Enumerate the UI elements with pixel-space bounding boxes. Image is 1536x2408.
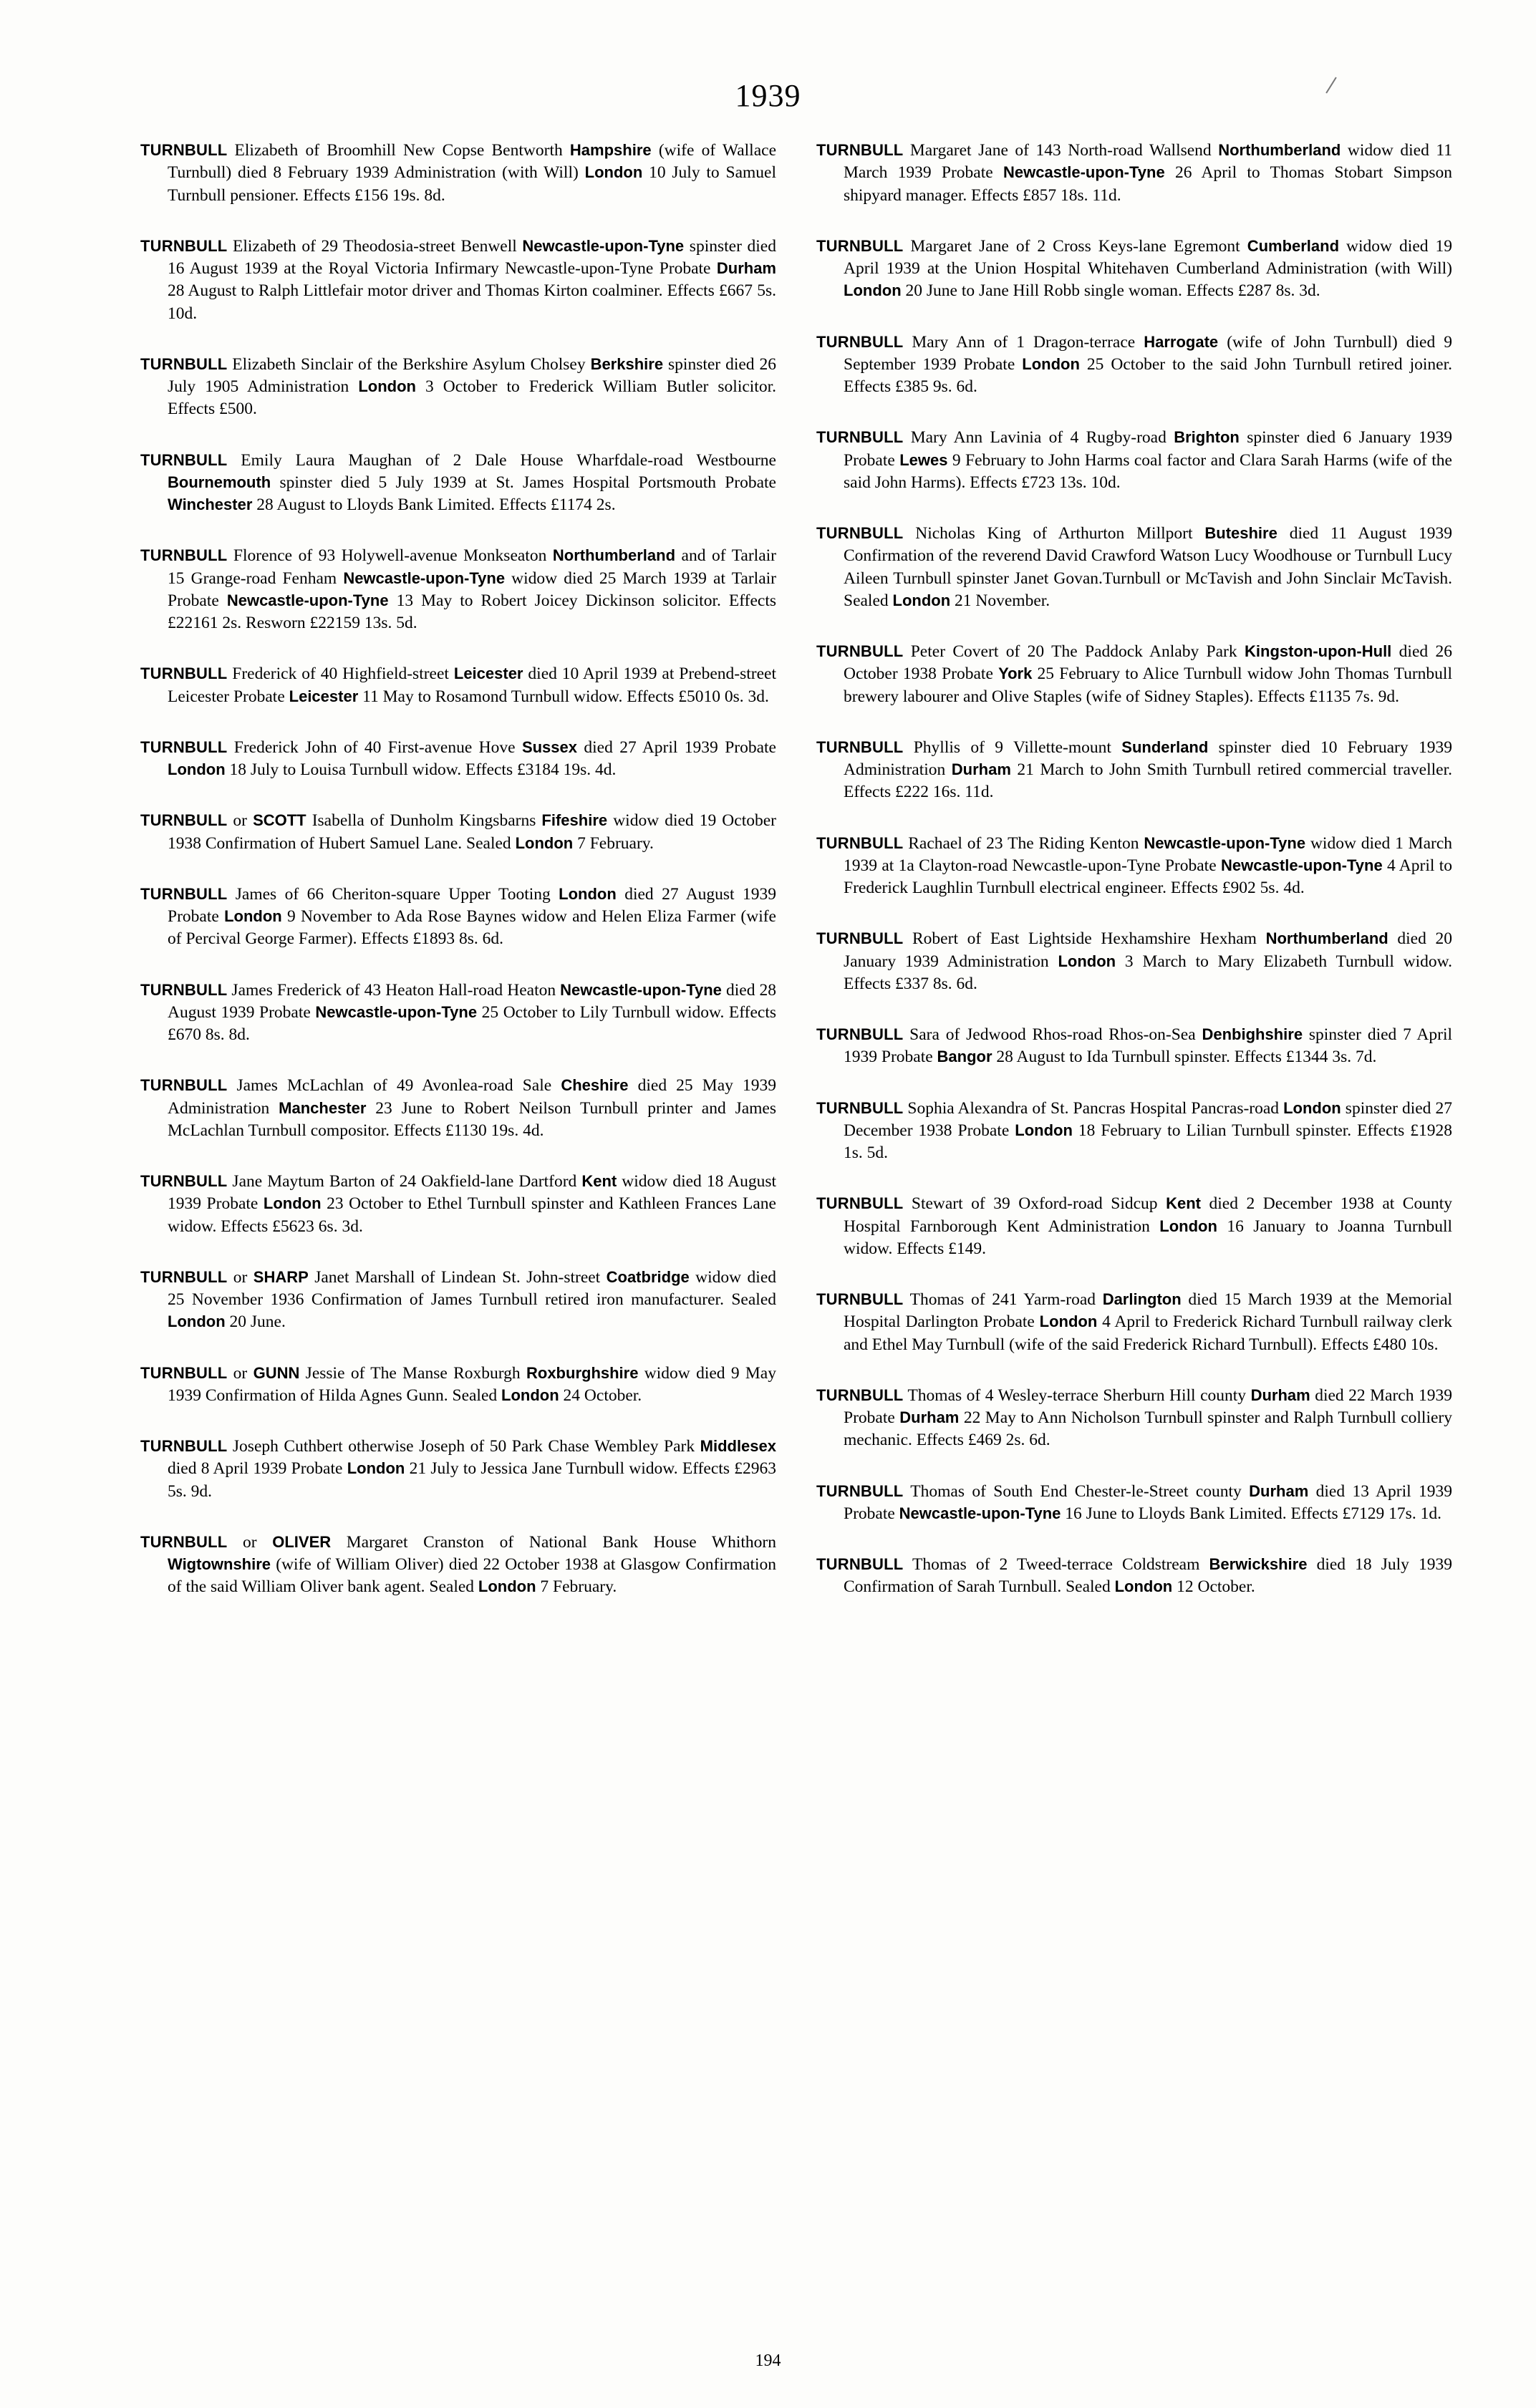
- entry-plain-text: 26 April to Thomas Stobart Simpson shipyard manager. Effects £857 18s. 11d.: [844, 163, 1452, 205]
- entry-surname: TURNBULL: [816, 332, 904, 351]
- entry-text: [816, 1024, 1452, 1069]
- probate-entry: [816, 332, 1452, 399]
- entry-emphasis: London: [501, 1386, 559, 1404]
- entry-text: [816, 1289, 1452, 1356]
- entry-plain-text: 18 February to Lilian Turnbull spinster. Effects £1928 1s. 5d.: [844, 1121, 1452, 1162]
- entry-surname: TURNBULL: [140, 1532, 228, 1551]
- entry-plain-text: widow died 19 October 1938 Confirmation of Hubert Samuel Lane. Sealed: [168, 811, 776, 853]
- entry-emphasis: Buteshire: [1204, 524, 1277, 542]
- entry-plain-text: died 18 July 1939 Confirmation of Sarah Turnbull. Sealed: [844, 1555, 1452, 1597]
- probate-entry: [140, 1267, 776, 1334]
- entry-emphasis: Wigtownshire: [168, 1555, 271, 1573]
- entry-surname: TURNBULL: [140, 1172, 228, 1190]
- probate-entry: [140, 236, 776, 325]
- entry-text: [816, 427, 1452, 494]
- probate-entry: [816, 1554, 1452, 1599]
- entry-emphasis: Hampshire: [569, 141, 652, 159]
- entry-plain-text: Rachael of 23 The Riding Kenton: [903, 833, 1144, 853]
- entry-surname: TURNBULL: [140, 1363, 228, 1382]
- entry-surname: TURNBULL: [140, 450, 228, 469]
- entry-plain-text: Janet Marshall of Lindean St. John-street: [308, 1267, 607, 1287]
- entry-surname: TURNBULL: [140, 738, 228, 756]
- probate-entry: [816, 1024, 1452, 1069]
- entry-text: [816, 1193, 1452, 1260]
- entry-plain-text: died 28 August 1939 Probate: [168, 980, 777, 1022]
- entry-emphasis: Darlington: [1102, 1290, 1182, 1308]
- entry-emphasis: London: [168, 760, 226, 778]
- entry-emphasis: Newcastle-upon-Tyne: [1144, 833, 1306, 852]
- entry-emphasis: Berkshire: [590, 354, 664, 373]
- entry-plain-text: spinster died 26 July 1905 Administration: [168, 354, 776, 396]
- probate-entry: [140, 1075, 776, 1142]
- entry-plain-text: Margaret Cranston of National Bank House Whithorn: [331, 1532, 776, 1552]
- entry-plain-text: and of Tarlair 15 Grange-road Fenham: [168, 546, 776, 588]
- entry-plain-text: died 2 December 1938 at County Hospital Farnborough Kent Administration: [844, 1194, 1452, 1236]
- entry-plain-text: 12 October.: [1172, 1577, 1255, 1597]
- entry-text: [140, 1075, 776, 1142]
- entry-text: [140, 354, 776, 421]
- entry-emphasis: London: [1015, 1121, 1073, 1139]
- entry-surname: TURNBULL: [140, 664, 228, 683]
- entry-emphasis: Lewes: [899, 450, 948, 469]
- entry-text: [816, 641, 1452, 708]
- entry-text: [816, 928, 1452, 995]
- entry-text: [140, 980, 776, 1047]
- probate-entry: [140, 450, 776, 517]
- probate-entry: [140, 1436, 776, 1503]
- probate-entry: [816, 1289, 1452, 1356]
- entry-plain-text: Margaret Jane of 2 Cross Keys-lane Egremont: [903, 236, 1247, 256]
- entry-emphasis: Durham: [951, 760, 1011, 778]
- entry-plain-text: died 8 April 1939 Probate: [168, 1459, 347, 1479]
- probate-entry: [816, 1385, 1452, 1452]
- entry-plain-text: 28 August to Lloyds Bank Limited. Effects £1174 2s.: [252, 495, 616, 514]
- entry-plain-text: 4 April to Frederick Laughlin Turnbull electrical engineer. Effects £902 5s. 4d.: [844, 856, 1452, 897]
- entry-plain-text: Peter Covert of 20 The Paddock Anlaby Park: [903, 642, 1245, 661]
- entry-text: [140, 1363, 776, 1408]
- entry-plain-text: (wife of John Turnbull) died 9 September 1939 Probate: [844, 332, 1452, 374]
- probate-entry: [140, 354, 776, 421]
- entry-text: [816, 1098, 1452, 1165]
- entry-plain-text: 21 July to Jessica Jane Turnbull widow. Effects £2963 5s. 9d.: [168, 1459, 776, 1501]
- entry-plain-text: died 10 April 1939 at Prebend-street Leicester Probate: [168, 664, 776, 706]
- entry-emphasis: London: [358, 377, 416, 395]
- entry-plain-text: 13 May to Robert Joicey Dickinson solicitor. Effects £22161 2s. Resworn £22159 13s. 5d.: [168, 591, 776, 632]
- entry-emphasis: London: [1159, 1217, 1217, 1235]
- entry-surname: TURNBULL: [816, 833, 904, 852]
- entry-text: [140, 1436, 776, 1503]
- entry-emphasis: London: [1039, 1312, 1098, 1331]
- entry-emphasis: London: [347, 1459, 405, 1478]
- entry-emphasis: Cheshire: [561, 1076, 629, 1095]
- entry-plain-text: 25 October to the said John Turnbull retired joiner. Effects £385 9s. 6d.: [844, 354, 1452, 396]
- entry-plain-text: widow died 1 March 1939 at 1a Clayton-road Newcastle-upon-Tyne Probate: [844, 833, 1453, 875]
- probate-entry: [140, 1171, 776, 1238]
- entry-plain-text: Phyllis of 9 Villette-mount: [903, 738, 1122, 757]
- entry-text: [816, 140, 1452, 207]
- probate-entry: [816, 523, 1452, 612]
- entry-text: [140, 545, 776, 634]
- entry-surname: TURNBULL: [816, 1194, 904, 1213]
- entry-plain-text: Frederick John of 40 First-avenue Hove: [227, 738, 522, 757]
- entry-emphasis: Bournemouth: [168, 473, 271, 491]
- entry-emphasis: London: [892, 591, 951, 609]
- entry-plain-text: 3 October to Frederick William Butler solicitor. Effects £500.: [168, 377, 776, 419]
- entry-emphasis: SHARP: [253, 1267, 309, 1286]
- entry-plain-text: widow died 18 August 1939 Probate: [168, 1172, 776, 1214]
- entry-plain-text: spinster died 27 December 1938 Probate: [844, 1098, 1452, 1140]
- entry-plain-text: widow died 25 March 1939 at Tarlair Probate: [168, 569, 776, 610]
- entry-surname: TURNBULL: [140, 1437, 228, 1455]
- probate-entry: [140, 884, 776, 951]
- entry-surname: TURNBULL: [140, 546, 228, 565]
- probate-entry: [816, 1098, 1452, 1165]
- entry-emphasis: Winchester: [168, 495, 253, 513]
- entry-emphasis: Denbighshire: [1202, 1025, 1303, 1043]
- entry-plain-text: James Frederick of 43 Heaton Hall-road Heaton: [227, 980, 561, 1000]
- entry-surname: TURNBULL: [140, 1267, 228, 1286]
- entry-plain-text: 11 May to Rosamond Turnbull widow. Effects £5010 0s. 3d.: [358, 687, 769, 706]
- entry-surname: TURNBULL: [816, 1025, 904, 1043]
- entry-plain-text: Margaret Jane of 143 North-road Wallsend: [903, 141, 1219, 160]
- entry-emphasis: Roxburghshire: [526, 1363, 639, 1382]
- entry-emphasis: OLIVER: [272, 1532, 332, 1551]
- entry-text: [140, 450, 776, 517]
- entry-emphasis: Sussex: [521, 738, 577, 756]
- entry-surname: TURNBULL: [816, 524, 904, 542]
- entry-plain-text: 22 May to Ann Nicholson Turnbull spinster and Ralph Turnbull colliery mechanic. Effects £469 2s. 6d.: [844, 1408, 1452, 1450]
- entry-emphasis: Newcastle-upon-Tyne: [560, 980, 722, 999]
- entry-plain-text: Mary Ann Lavinia of 4 Rugby-road: [903, 428, 1174, 448]
- entry-text: [140, 810, 776, 855]
- entry-emphasis: Newcastle-upon-Tyne: [1003, 163, 1165, 182]
- probate-entry: [816, 1481, 1452, 1526]
- entry-emphasis: London: [559, 884, 617, 903]
- entry-plain-text: 9 February to John Harms coal factor and Clara Sarah Harms (wife of the said John Harms). Effects £723 13s. 10d.: [844, 450, 1452, 492]
- entry-emphasis: Kent: [1166, 1194, 1201, 1213]
- entry-emphasis: Kingston-upon-Hull: [1245, 642, 1392, 660]
- entry-plain-text: died 27 August 1939 Probate: [168, 884, 776, 926]
- entry-plain-text: Sophia Alexandra of St. Pancras Hospital Pancras-road: [903, 1098, 1284, 1118]
- entry-emphasis: London: [1022, 354, 1080, 373]
- entry-plain-text: Thomas of 2 Tweed-terrace Coldstream: [903, 1555, 1209, 1574]
- entry-plain-text: died 20 January 1939 Administration: [844, 929, 1452, 971]
- page-title: 1939: [735, 78, 801, 113]
- entry-plain-text: Isabella of Dunholm Kingsbarns: [306, 811, 542, 831]
- entry-text: [140, 1171, 776, 1238]
- entry-emphasis: Sunderland: [1121, 738, 1209, 756]
- entry-plain-text: Thomas of 4 Wesley-terrace Sherburn Hill county: [903, 1386, 1251, 1405]
- entry-plain-text: or: [227, 1267, 253, 1287]
- entry-plain-text: Jessie of The Manse Roxburgh: [299, 1363, 526, 1383]
- entry-emphasis: Kent: [581, 1172, 617, 1190]
- entry-plain-text: 24 October.: [559, 1386, 642, 1405]
- entry-emphasis: London: [1058, 952, 1116, 970]
- entry-emphasis: Cumberland: [1247, 236, 1340, 255]
- entry-text: [816, 833, 1452, 900]
- entry-plain-text: Joseph Cuthbert otherwise Joseph of 50 Park Chase Wembley Park: [227, 1437, 700, 1456]
- column-right: [816, 140, 1452, 1628]
- entry-plain-text: died 13 April 1939 Probate: [844, 1481, 1452, 1523]
- entry-plain-text: died 11 August 1939 Confirmation of the reverend David Crawford Watson Lucy Woodhouse or Turnbull Lucy Aileen Turnbull spinster Janet Govan.Turnbull or McTavish and John Sinclair McTavish. Sealed: [844, 524, 1452, 610]
- entry-surname: TURNBULL: [816, 1555, 904, 1573]
- entry-plain-text: died 15 March 1939 at the Memorial Hospital Darlington Probate: [844, 1290, 1452, 1332]
- entry-emphasis: Coatbridge: [606, 1267, 690, 1286]
- entry-emphasis: Newcastle-upon-Tyne: [899, 1504, 1061, 1522]
- entry-emphasis: Newcastle-upon-Tyne: [343, 569, 506, 587]
- entry-surname: TURNBULL: [816, 1290, 904, 1308]
- probate-entry: [140, 1363, 776, 1408]
- entry-emphasis: London: [515, 833, 574, 852]
- entry-plain-text: spinster died 7 April 1939 Probate: [844, 1025, 1453, 1067]
- entry-plain-text: Nicholas King of Arthurton Millport: [903, 524, 1205, 543]
- entry-plain-text: 7 February.: [536, 1577, 617, 1597]
- entry-plain-text: spinster died 6 January 1939 Probate: [844, 428, 1452, 470]
- probate-entry: [816, 1193, 1452, 1260]
- entry-text: [140, 236, 776, 325]
- entry-plain-text: spinster died 5 July 1939 at St. James Hospital Portsmouth Probate: [271, 473, 776, 492]
- entry-surname: TURNBULL: [816, 1098, 904, 1117]
- entry-plain-text: 21 November.: [950, 591, 1050, 610]
- entry-emphasis: Newcastle-upon-Tyne: [1220, 856, 1383, 874]
- entry-plain-text: Frederick of 40 Highfield-street: [227, 664, 454, 684]
- entry-emphasis: Northumberland: [1218, 141, 1341, 159]
- entry-plain-text: Stewart of 39 Oxford-road Sidcup: [903, 1194, 1167, 1214]
- entry-text: [816, 1481, 1452, 1526]
- entry-text: [816, 737, 1452, 804]
- two-column-body: [0, 114, 1536, 1628]
- entry-plain-text: 9 November to Ada Rose Baynes widow and Helen Eliza Farmer (wife of Percival George Farmer). Effects £1893 8s. 6d.: [168, 907, 776, 949]
- entry-text: [816, 236, 1452, 303]
- entry-plain-text: widow died 11 March 1939 Probate: [844, 141, 1453, 183]
- entry-plain-text: 16 January to Joanna Turnbull widow. Effects £149.: [844, 1217, 1453, 1258]
- entry-emphasis: Fifeshire: [541, 811, 608, 830]
- entry-surname: TURNBULL: [816, 428, 904, 447]
- entry-plain-text: 10 July to Samuel Turnbull pensioner. Effects £156 19s. 8d.: [168, 163, 776, 205]
- probate-entry: [816, 833, 1452, 900]
- entry-emphasis: SCOTT: [253, 811, 306, 830]
- entry-plain-text: James of 66 Cheriton-square Upper Tooting: [227, 884, 559, 904]
- entry-emphasis: York: [998, 664, 1033, 683]
- entry-plain-text: 23 June to Robert Neilson Turnbull printer and James McLachlan Turnbull compositor. Effects £1130 19s. 4d.: [168, 1098, 776, 1140]
- entry-plain-text: 20 June.: [225, 1312, 286, 1332]
- entry-plain-text: Jane Maytum Barton of 24 Oakfield-lane Dartford: [227, 1172, 582, 1191]
- entry-emphasis: Northumberland: [1265, 929, 1388, 948]
- entry-emphasis: Newcastle-upon-Tyne: [315, 1002, 478, 1021]
- entry-plain-text: Sara of Jedwood Rhos-road Rhos-on-Sea: [903, 1025, 1202, 1044]
- probate-entry: [816, 236, 1452, 303]
- entry-plain-text: died 25 May 1939 Administration: [168, 1076, 776, 1118]
- entry-emphasis: Leicester: [289, 687, 359, 705]
- entry-plain-text: Mary Ann of 1 Dragon-terrace: [903, 332, 1144, 352]
- entry-plain-text: spinster died 16 August 1939 at the Royal Victoria Infirmary Newcastle-upon-Tyne Probate: [168, 236, 776, 278]
- entry-plain-text: died 22 March 1939 Probate: [844, 1386, 1452, 1427]
- entry-text: [816, 1554, 1452, 1599]
- entry-emphasis: Durham: [1249, 1481, 1309, 1500]
- entry-surname: TURNBULL: [816, 929, 904, 948]
- entry-plain-text: spinster died 10 February 1939 Administration: [844, 738, 1452, 779]
- entry-surname: TURNBULL: [816, 738, 904, 756]
- entry-emphasis: Northumberland: [552, 546, 676, 565]
- probate-entry: [140, 737, 776, 782]
- entry-plain-text: or: [227, 1532, 273, 1552]
- probate-entry: [140, 810, 776, 855]
- entry-plain-text: Thomas of South End Chester-le-Street county: [903, 1481, 1250, 1501]
- entry-emphasis: London: [584, 163, 643, 182]
- entry-plain-text: Elizabeth of Broomhill New Copse Bentworth: [227, 141, 570, 160]
- entry-emphasis: GUNN: [253, 1363, 300, 1382]
- entry-surname: TURNBULL: [816, 642, 904, 660]
- probate-entry: [816, 737, 1452, 804]
- entry-surname: TURNBULL: [140, 141, 228, 159]
- entry-plain-text: 23 October to Ethel Turnbull spinster and Kathleen Frances Lane widow. Effects £5623 6s. 3d.: [168, 1194, 776, 1236]
- entry-emphasis: Berwickshire: [1209, 1555, 1308, 1573]
- column-left: [140, 140, 776, 1628]
- entry-emphasis: London: [478, 1577, 536, 1596]
- probate-entry: [816, 140, 1452, 207]
- entry-surname: TURNBULL: [816, 1386, 904, 1404]
- entry-plain-text: widow died 25 November 1936 Confirmation of James Turnbull retired iron manufacturer. Sealed: [168, 1267, 776, 1309]
- entry-emphasis: Brighton: [1174, 428, 1240, 447]
- entry-surname: TURNBULL: [816, 1481, 904, 1500]
- probate-entry: [816, 641, 1452, 708]
- entry-plain-text: widow died 9 May 1939 Confirmation of Hilda Agnes Gunn. Sealed: [168, 1363, 776, 1405]
- entry-plain-text: Elizabeth Sinclair of the Berkshire Asylum Cholsey: [227, 354, 591, 374]
- entry-emphasis: London: [844, 281, 902, 300]
- entry-plain-text: or: [227, 1363, 253, 1383]
- entry-plain-text: 21 March to John Smith Turnbull retired commercial traveller. Effects £222 16s. 11d.: [844, 760, 1452, 802]
- probate-entry: [140, 545, 776, 634]
- entry-text: [140, 1267, 776, 1334]
- entry-surname: TURNBULL: [140, 1076, 228, 1095]
- probate-entry: [816, 928, 1452, 995]
- entry-surname: TURNBULL: [140, 811, 228, 830]
- entry-plain-text: 18 July to Louisa Turnbull widow. Effects £3184 19s. 4d.: [225, 760, 617, 779]
- entry-emphasis: Newcastle-upon-Tyne: [226, 591, 389, 609]
- entry-emphasis: Manchester: [279, 1098, 367, 1117]
- entry-emphasis: London: [263, 1194, 322, 1213]
- entry-text: [140, 1532, 776, 1599]
- entry-emphasis: Durham: [1250, 1386, 1310, 1404]
- entry-plain-text: 16 June to Lloyds Bank Limited. Effects £7129 17s. 1d.: [1061, 1504, 1441, 1523]
- entry-plain-text: widow died 19 April 1939 at the Union Hospital Whitehaven Cumberland Administration (with Will): [844, 236, 1453, 278]
- entry-emphasis: Middlesex: [700, 1437, 776, 1455]
- entry-plain-text: died 27 April 1939 Probate: [577, 738, 776, 757]
- entry-text: [140, 140, 776, 207]
- entry-plain-text: (wife of Wallace Turnbull) died 8 February 1939 Administration (with Will): [168, 141, 777, 183]
- entry-emphasis: London: [1114, 1577, 1173, 1596]
- entry-emphasis: Harrogate: [1144, 332, 1219, 351]
- page-number: 194: [755, 2351, 781, 2370]
- entry-emphasis: Bangor: [937, 1048, 992, 1066]
- entry-plain-text: 3 March to Mary Elizabeth Turnbull widow. Effects £337 8s. 6d.: [844, 952, 1452, 993]
- entry-emphasis: London: [224, 907, 282, 925]
- entry-emphasis: Newcastle-upon-Tyne: [522, 236, 685, 255]
- entry-text: [140, 663, 776, 708]
- entry-plain-text: 4 April to Frederick Richard Turnbull railway clerk and Ethel May Turnbull (wife of the said Frederick Richard Turnbull). Effects £480 10s.: [844, 1312, 1452, 1354]
- entry-plain-text: Thomas of 241 Yarm-road: [903, 1290, 1103, 1309]
- entry-surname: TURNBULL: [140, 236, 228, 255]
- entry-plain-text: (wife of William Oliver) died 22 October 1938 at Glasgow Confirmation of the said William Oliver bank agent. Sealed: [168, 1555, 776, 1597]
- probate-entry: [140, 980, 776, 1047]
- entry-surname: TURNBULL: [140, 980, 228, 999]
- probate-entry: [140, 1532, 776, 1599]
- entry-plain-text: Robert of East Lightside Hexhamshire Hexham: [903, 929, 1266, 949]
- entry-text: [816, 332, 1452, 399]
- entry-text: [140, 884, 776, 951]
- entry-plain-text: 25 October to Lily Turnbull widow. Effects £670 8s. 8d.: [168, 1002, 776, 1044]
- entry-surname: TURNBULL: [816, 141, 904, 159]
- entry-surname: TURNBULL: [140, 354, 228, 373]
- entry-emphasis: Leicester: [453, 664, 523, 683]
- entry-surname: TURNBULL: [140, 884, 228, 903]
- entry-plain-text: or: [227, 811, 253, 831]
- probate-entry: [140, 663, 776, 708]
- entry-plain-text: 7 February.: [573, 833, 654, 853]
- entry-emphasis: London: [168, 1312, 226, 1331]
- entry-text: [816, 523, 1452, 612]
- entry-plain-text: Elizabeth of 29 Theodosia-street Benwell: [227, 236, 523, 256]
- entry-emphasis: Durham: [716, 259, 776, 277]
- entry-text: [140, 737, 776, 782]
- entry-plain-text: James McLachlan of 49 Avonlea-road Sale: [227, 1076, 561, 1096]
- entry-plain-text: 28 August to Ida Turnbull spinster. Effects £1344 3s. 7d.: [992, 1048, 1377, 1067]
- entry-plain-text: Florence of 93 Holywell-avenue Monkseaton: [227, 546, 553, 566]
- entry-text: [816, 1385, 1452, 1452]
- entry-emphasis: London: [1283, 1098, 1341, 1117]
- entry-plain-text: 28 August to Ralph Littlefair motor driver and Thomas Kirton coalminer. Effects £667 5s. 10d.: [168, 281, 776, 323]
- entry-plain-text: Emily Laura Maughan of 2 Dale House Wharfdale-road Westbourne: [227, 450, 776, 470]
- entry-plain-text: 20 June to Jane Hill Robb single woman. Effects £287 8s. 3d.: [901, 281, 1320, 301]
- probate-entry: [140, 140, 776, 207]
- entry-surname: TURNBULL: [816, 236, 904, 255]
- entry-plain-text: died 26 October 1938 Probate: [844, 642, 1452, 684]
- entry-emphasis: Durham: [899, 1408, 960, 1426]
- probate-entry: [816, 427, 1452, 494]
- entry-plain-text: 25 February to Alice Turnbull widow John Thomas Turnbull brewery labourer and Olive Staples (wife of Sidney Staples). Effects £1135 7s. 9d.: [844, 664, 1452, 706]
